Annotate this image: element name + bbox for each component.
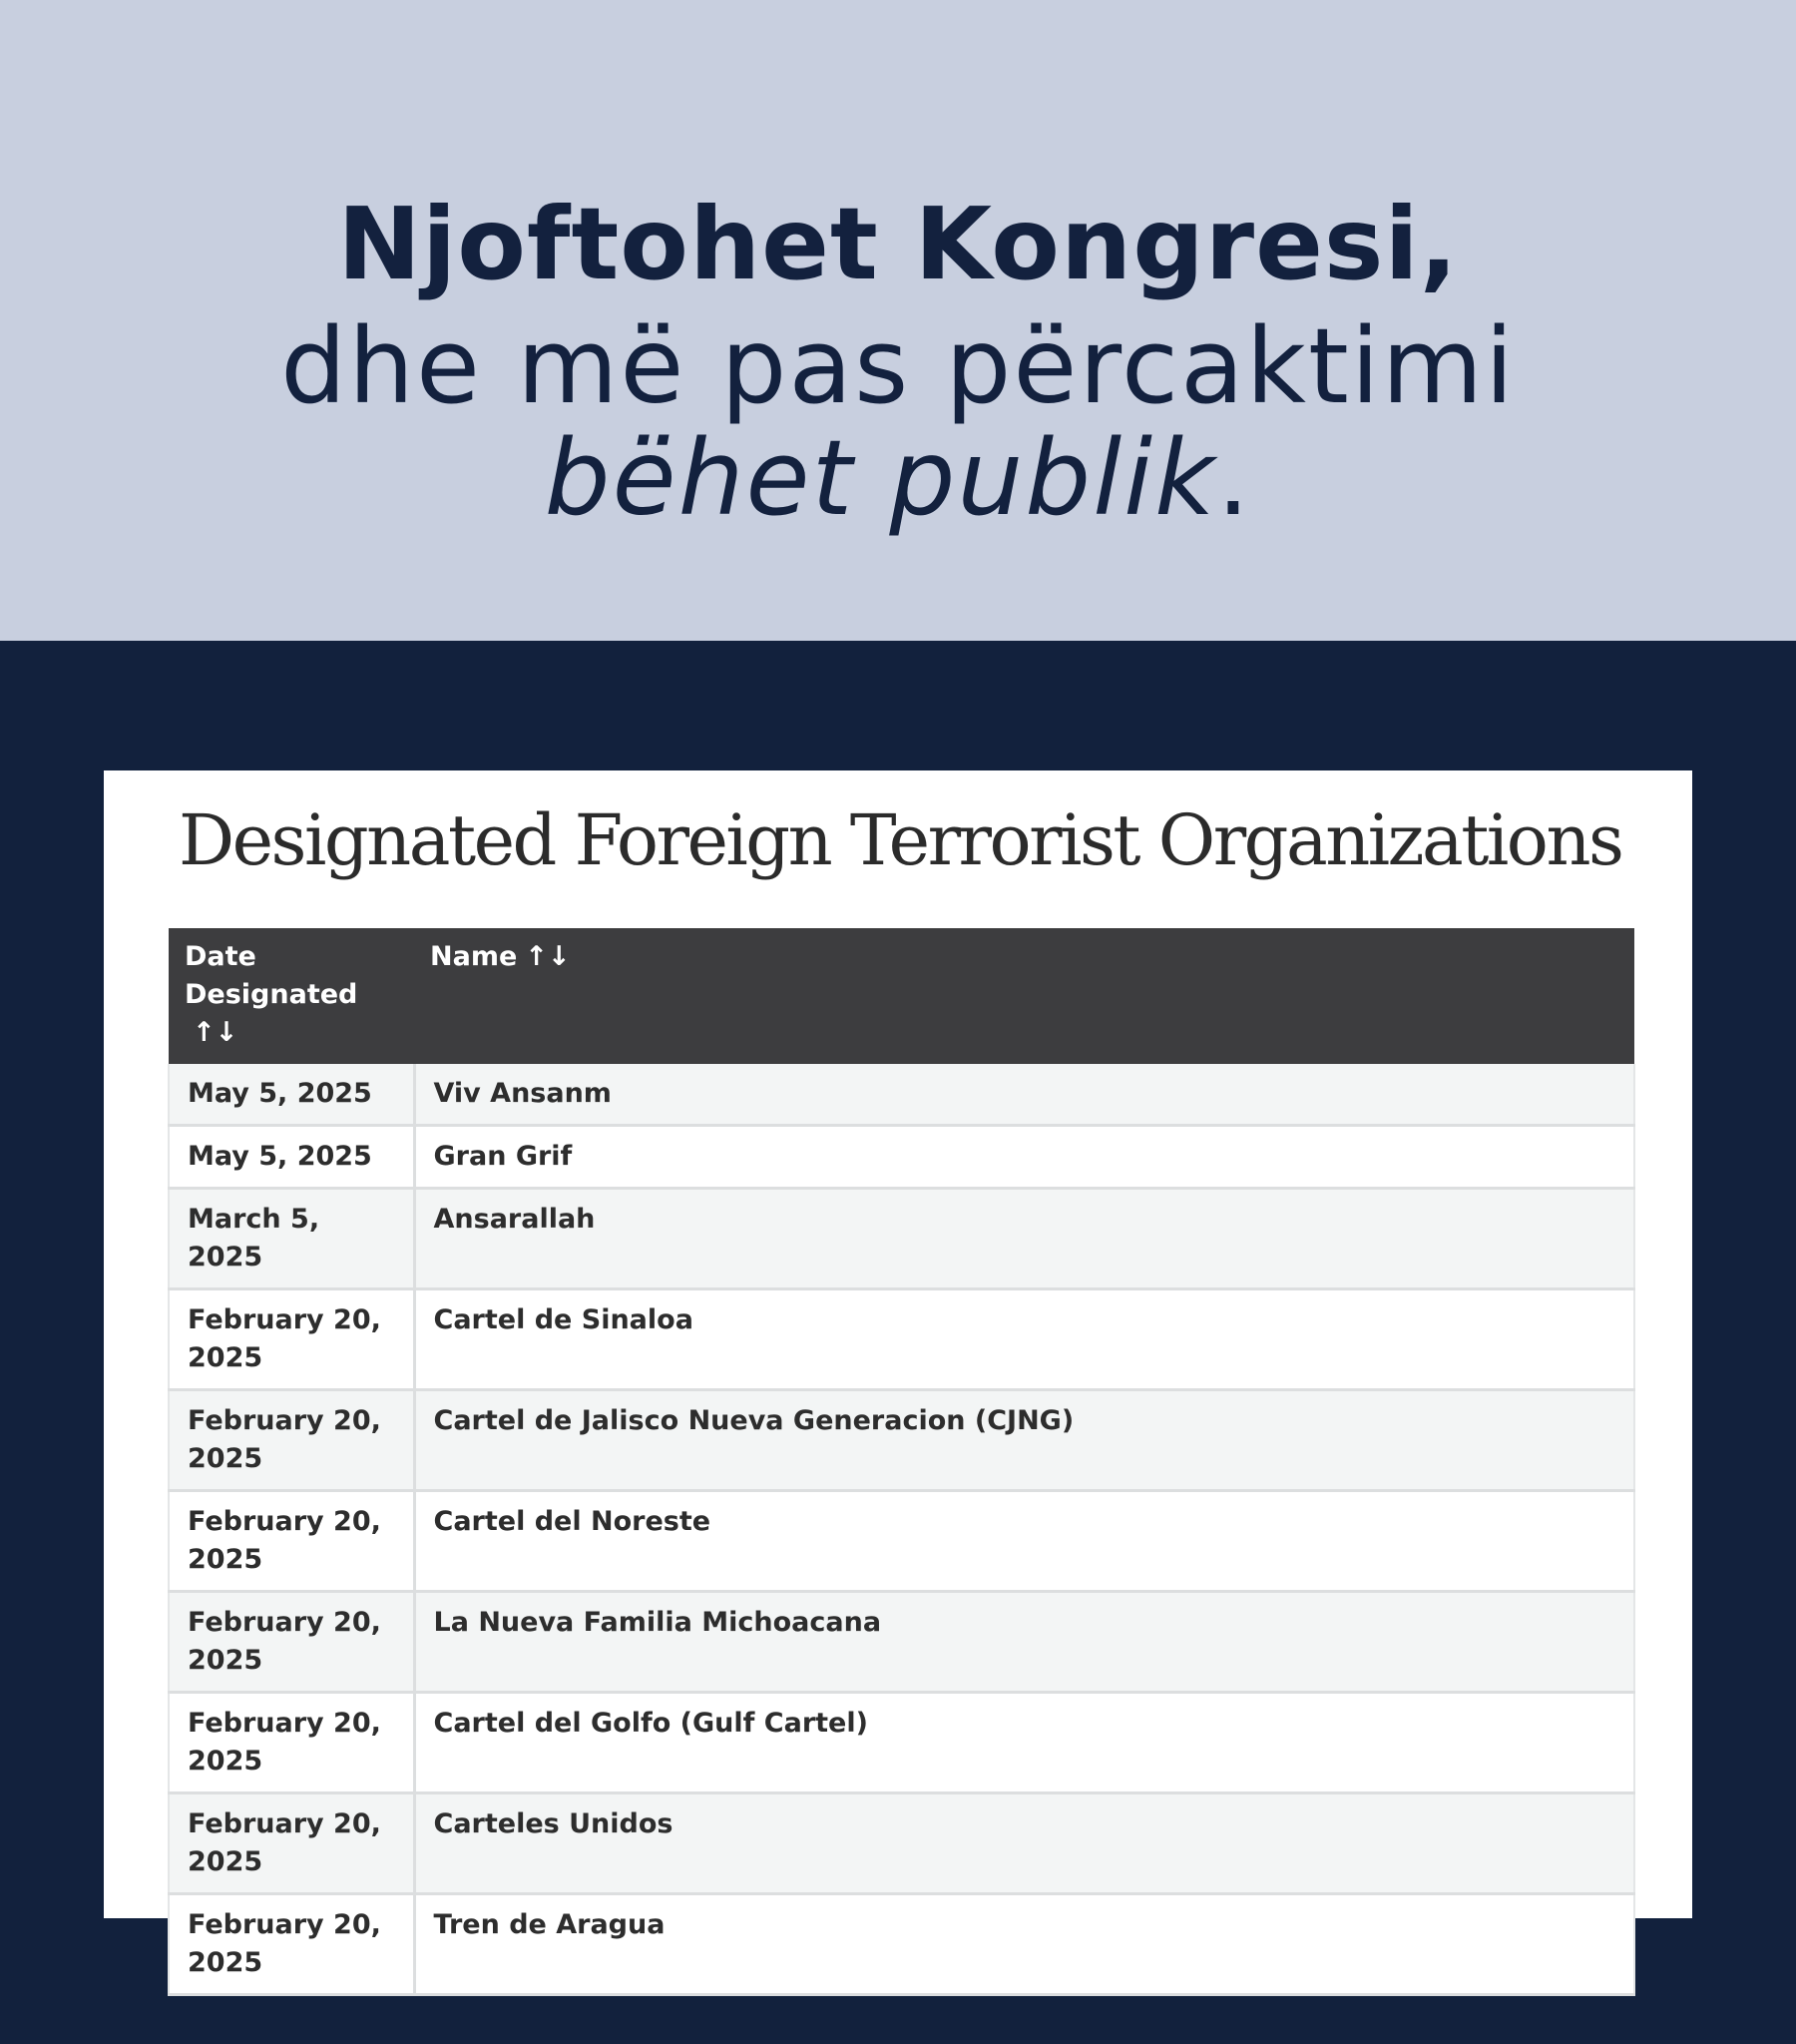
name-cell: Cartel de Jalisco Nueva Generacion (CJNG): [414, 1390, 1634, 1491]
headline-period: .: [1216, 417, 1252, 539]
headline-line-2: dhe më pas përcaktimi: [280, 305, 1516, 427]
date-cell: May 5, 2025: [169, 1126, 414, 1189]
name-cell: Cartel del Noreste: [414, 1491, 1634, 1592]
headline-emphasis: bëhet publik: [544, 417, 1217, 539]
date-cell: February 20, 2025: [169, 1894, 414, 1995]
table-row: [169, 1894, 1634, 1995]
date-cell: February 20, 2025: [169, 1289, 414, 1390]
name-header[interactable]: [414, 928, 1634, 1064]
headline-line-3: [0, 416, 1796, 540]
table-row: [169, 1491, 1634, 1592]
date-header-label-2: Designated: [185, 979, 358, 1010]
table-row: [169, 1289, 1634, 1390]
fto-table: [168, 928, 1635, 1996]
name-header-label: Name: [430, 941, 518, 972]
name-cell: Ansarallah: [414, 1189, 1634, 1289]
name-cell: Carteles Unidos: [414, 1793, 1634, 1894]
name-cell: La Nueva Familia Michoacana: [414, 1592, 1634, 1693]
table-header-row: [169, 928, 1634, 1064]
name-cell: Viv Ansanm: [414, 1064, 1634, 1126]
fto-screenshot-card: [104, 770, 1692, 1978]
name-cell: Tren de Aragua: [414, 1894, 1634, 1995]
page-title: Designated Foreign Terrorist Organizations: [179, 799, 1622, 881]
date-cell: February 20, 2025: [169, 1390, 414, 1491]
table-row: [169, 1189, 1634, 1289]
name-cell: Cartel del Golfo (Gulf Cartel): [414, 1693, 1634, 1793]
sort-arrows-icon[interactable]: ↑↓: [525, 941, 571, 972]
table-row: [169, 1793, 1634, 1894]
date-header-label-1: Date: [185, 941, 256, 972]
name-cell: Cartel de Sinaloa: [414, 1289, 1634, 1390]
date-cell: March 5, 2025: [169, 1189, 414, 1289]
table-row: [169, 1592, 1634, 1693]
name-cell: Gran Grif: [414, 1126, 1634, 1189]
table-row: [169, 1390, 1634, 1491]
table-row: [169, 1064, 1634, 1126]
date-cell: February 20, 2025: [169, 1693, 414, 1793]
sort-arrows-icon[interactable]: ↑↓: [193, 1017, 238, 1048]
headline-line-1: Njoftohet Kongresi,: [337, 186, 1459, 302]
date-designated-header[interactable]: [169, 928, 414, 1064]
date-cell: February 20, 2025: [169, 1592, 414, 1693]
table-row: [169, 1126, 1634, 1189]
table-row: [169, 1693, 1634, 1793]
headline-banner: [0, 0, 1796, 641]
date-cell: February 20, 2025: [169, 1491, 414, 1592]
date-cell: February 20, 2025: [169, 1793, 414, 1894]
date-cell: May 5, 2025: [169, 1064, 414, 1126]
